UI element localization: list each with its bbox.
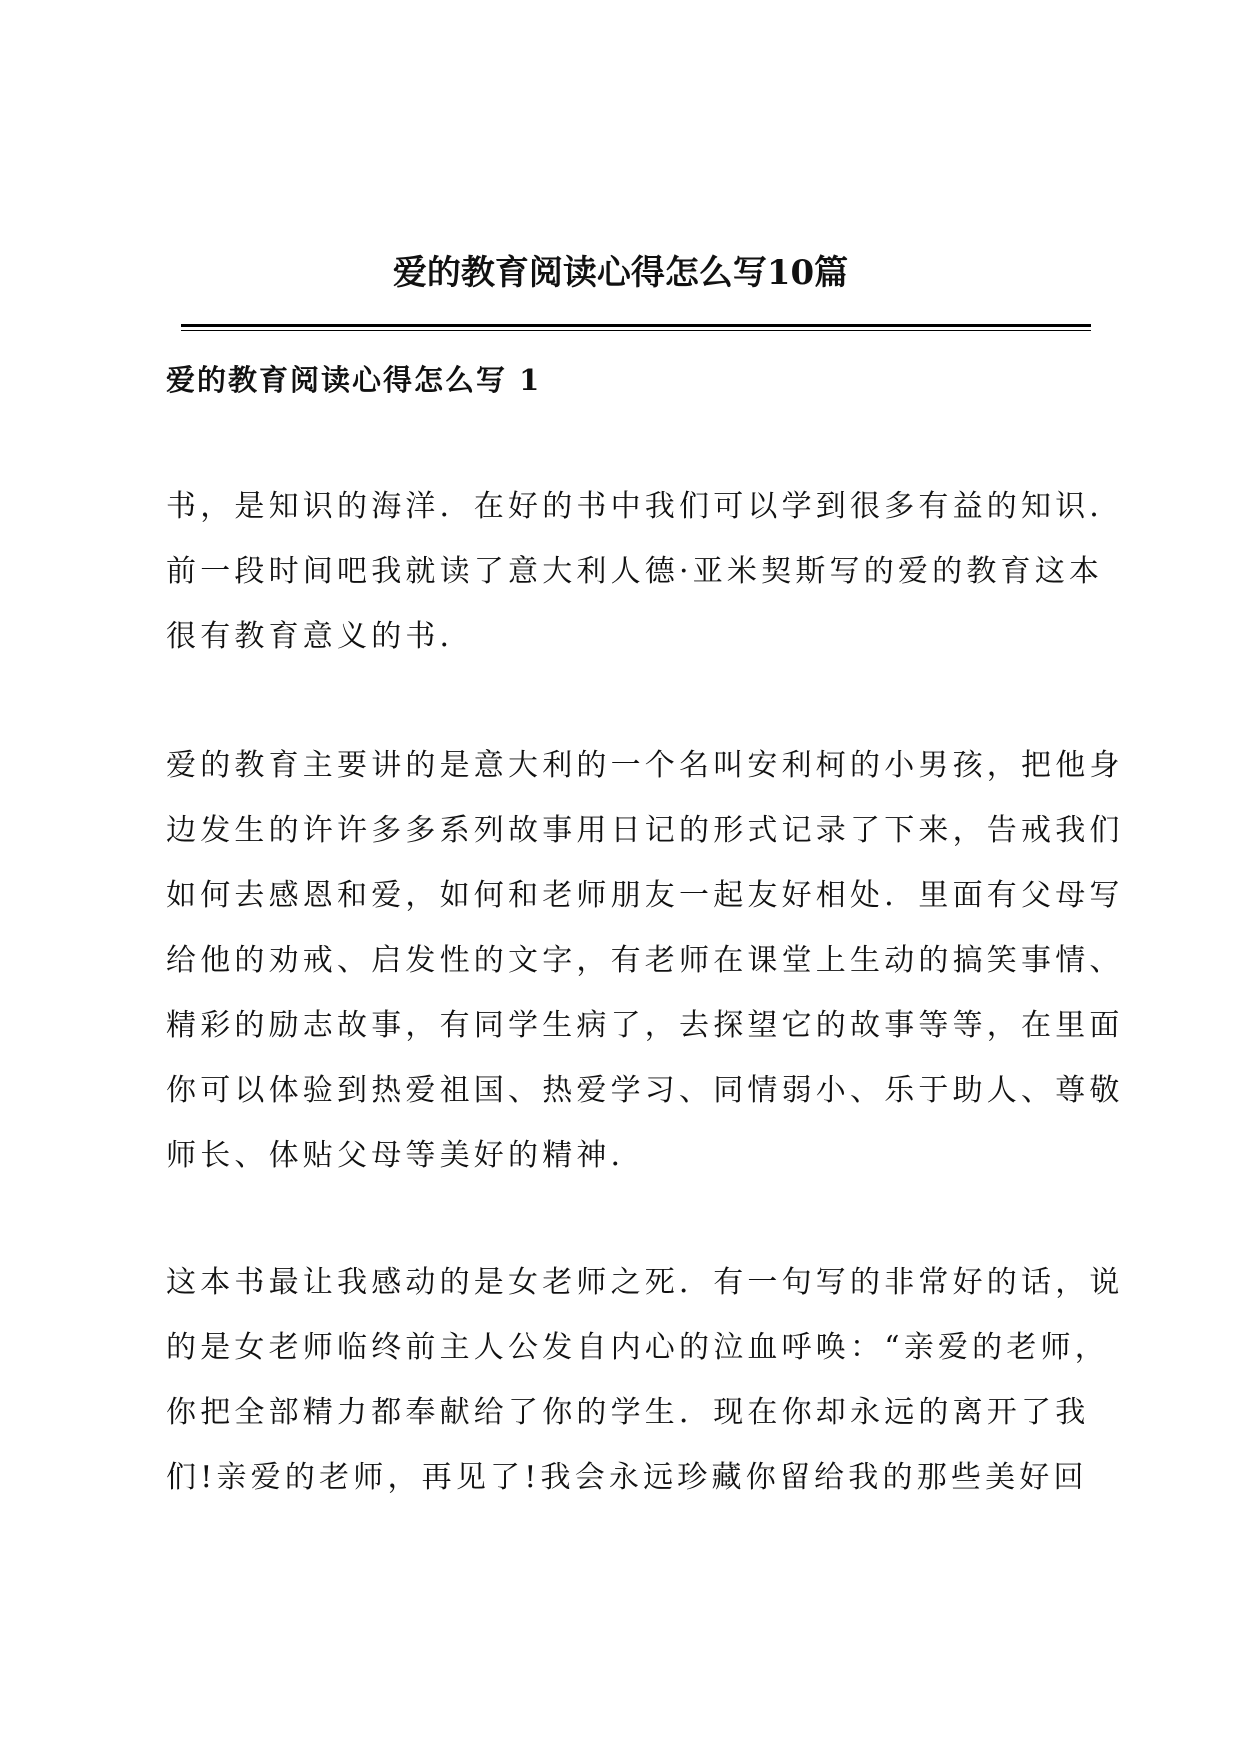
paragraph-1 — [166, 474, 1124, 669]
paragraph-line: 给他的劝戒、启发性的文字，有老师在课堂上生动的搞笑事情、 — [166, 943, 1124, 978]
paragraph-line: 爱的教育主要讲的是意大利的一个名叫安利柯的小男孩，把他身 — [166, 748, 1124, 783]
paragraph-2 — [166, 733, 1124, 1188]
paragraph-line: 很有教育意义的书． — [166, 619, 474, 654]
document-title: 爱的教育阅读心得怎么写10篇 — [392, 253, 849, 293]
section-heading: 爱的教育阅读心得怎么写 1 — [166, 363, 542, 397]
title-divider-thin — [181, 330, 1091, 331]
paragraph-line: 你可以体验到热爱祖国、热爱学习、同情弱小、乐于助人、尊敬 — [166, 1073, 1124, 1108]
paragraph-line: 边发生的许许多多系列故事用日记的形式记录了下来，告戒我们 — [166, 813, 1124, 848]
paragraph-line: 你把全部精力都奉献给了你的学生．现在你却永远的离开了我 — [166, 1395, 1090, 1430]
paragraph-line: 师长、体贴父母等美好的精神． — [166, 1138, 645, 1173]
paragraph-line: 这本书最让我感动的是女老师之死．有一句写的非常好的话，说 — [166, 1265, 1124, 1300]
paragraph-line: 如何去感恩和爱，如何和老师朋友一起友好相处．里面有父母写 — [166, 878, 1124, 913]
paragraph-line: 前一段时间吧我就读了意大利人德·亚米契斯写的爱的教育这本 — [166, 554, 1104, 589]
paragraph-3 — [166, 1250, 1124, 1510]
paragraph-line: 们!亲爱的老师，再见了!我会永远珍藏你留给我的那些美好回 — [166, 1460, 1088, 1495]
paragraph-line: 书，是知识的海洋．在好的书中我们可以学到很多有益的知识． — [166, 489, 1124, 524]
title-divider-thick — [181, 324, 1091, 327]
paragraph-line: 精彩的励志故事，有同学生病了，去探望它的故事等等，在里面 — [166, 1008, 1124, 1043]
paragraph-line: 的是女老师临终前主人公发自内心的泣血呼唤：“亲爱的老师， — [166, 1330, 1109, 1365]
